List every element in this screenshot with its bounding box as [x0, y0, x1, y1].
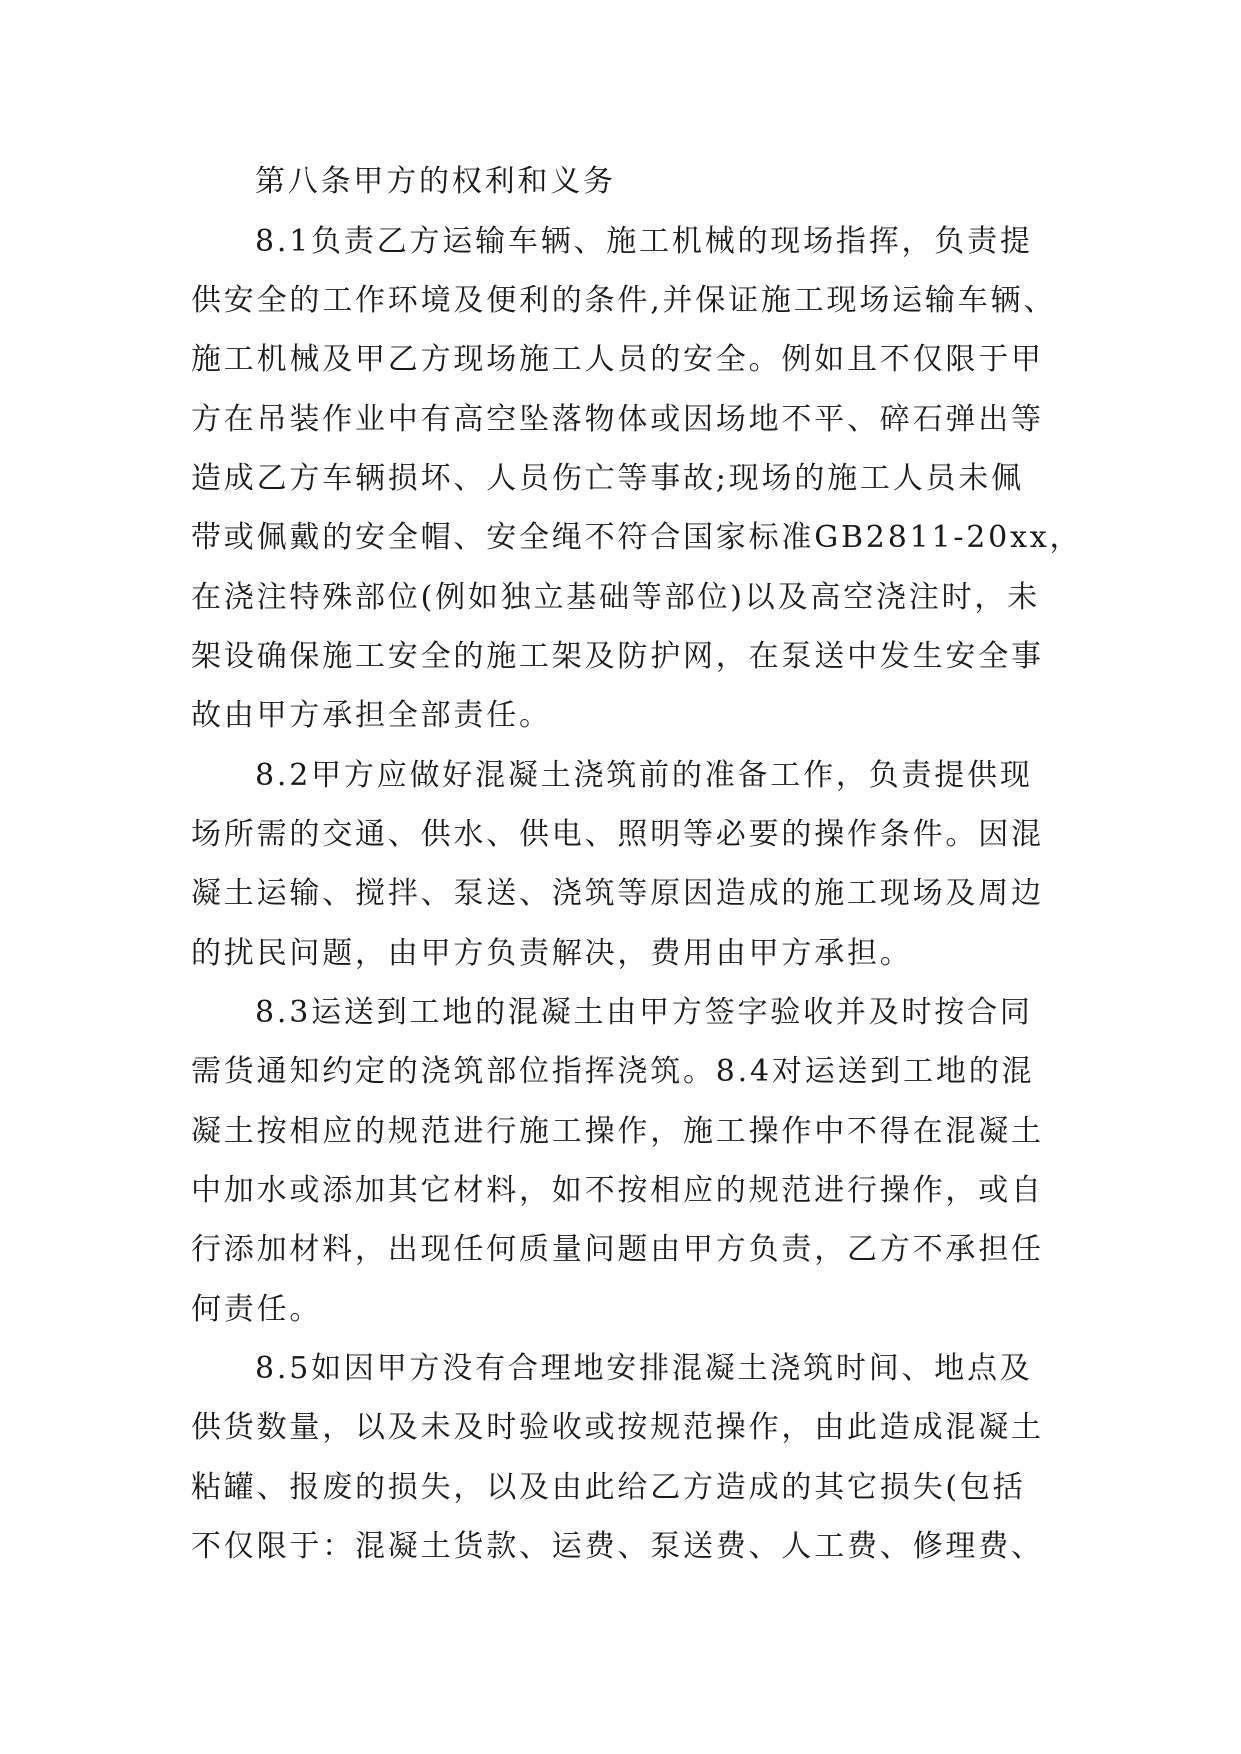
paragraph-line: 8.5如因甲方没有合理地安排混凝土浇筑时间、地点及: [255, 1351, 1033, 1386]
paragraph-line: 行添加材料，出现任何质量问题由甲方负责，乙方不承担任: [191, 1232, 1044, 1267]
paragraph-line: 供安全的工作环境及便利的条件,并保证施工现场运输车辆、: [191, 283, 1057, 318]
paragraph-line: 架设确保施工安全的施工架及防护网，在泵送中发生安全事: [191, 639, 1044, 674]
paragraph-line: 凝土运输、搅拌、泵送、浇筑等原因造成的施工现场及周边: [191, 876, 1044, 911]
section-heading: 第八条甲方的权利和义务: [255, 164, 616, 199]
paragraph-line: 供货数量，以及未及时验收或按规范操作，由此造成混凝土: [191, 1410, 1044, 1445]
paragraph-line: 何责任。: [191, 1292, 323, 1327]
paragraph-line: 不仅限于：混凝土货款、运费、泵送费、人工费、修理费、: [191, 1529, 1044, 1564]
paragraph-line: 造成乙方车辆损坏、人员伤亡等事故;现场的施工人员未佩: [191, 461, 1024, 496]
paragraph-line: 在浇注特殊部位(例如独立基础等部位)以及高空浇注时，未: [191, 580, 1041, 615]
paragraph-line: 的扰民问题，由甲方负责解决，费用由甲方承担。: [191, 936, 913, 971]
paragraph-line: 方在吊装作业中有高空坠落物体或因场地不平、碎石弹出等: [191, 402, 1044, 437]
paragraph-line: 凝土按相应的规范进行施工操作，施工操作中不得在混凝土: [191, 1114, 1044, 1149]
paragraph-line: 8.3运送到工地的混凝土由甲方签字验收并及时按合同: [255, 995, 1033, 1030]
paragraph-line: 需货通知约定的浇筑部位指挥浇筑。8.4对运送到工地的混: [191, 1054, 1035, 1089]
paragraph-line: 粘罐、报废的损失，以及由此给乙方造成的其它损失(包括: [191, 1470, 1026, 1505]
paragraph-line: 带或佩戴的安全帽、安全绳不符合国家标准GB2811-20xx，: [191, 520, 1083, 555]
paragraph-line: 故由甲方承担全部责任。: [191, 698, 552, 733]
paragraph-line: 场所需的交通、供水、供电、照明等必要的操作条件。因混: [191, 817, 1044, 852]
paragraph-line: 8.2甲方应做好混凝土浇筑前的准备工作，负责提供现: [255, 758, 1033, 793]
paragraph-line: 8.1负责乙方运输车辆、施工机械的现场指挥，负责提: [255, 224, 1033, 259]
paragraph-line: 中加水或添加其它材料，如不按相应的规范进行操作，或自: [191, 1173, 1044, 1208]
paragraph-line: 施工机械及甲乙方现场施工人员的安全。例如且不仅限于甲: [191, 342, 1044, 377]
